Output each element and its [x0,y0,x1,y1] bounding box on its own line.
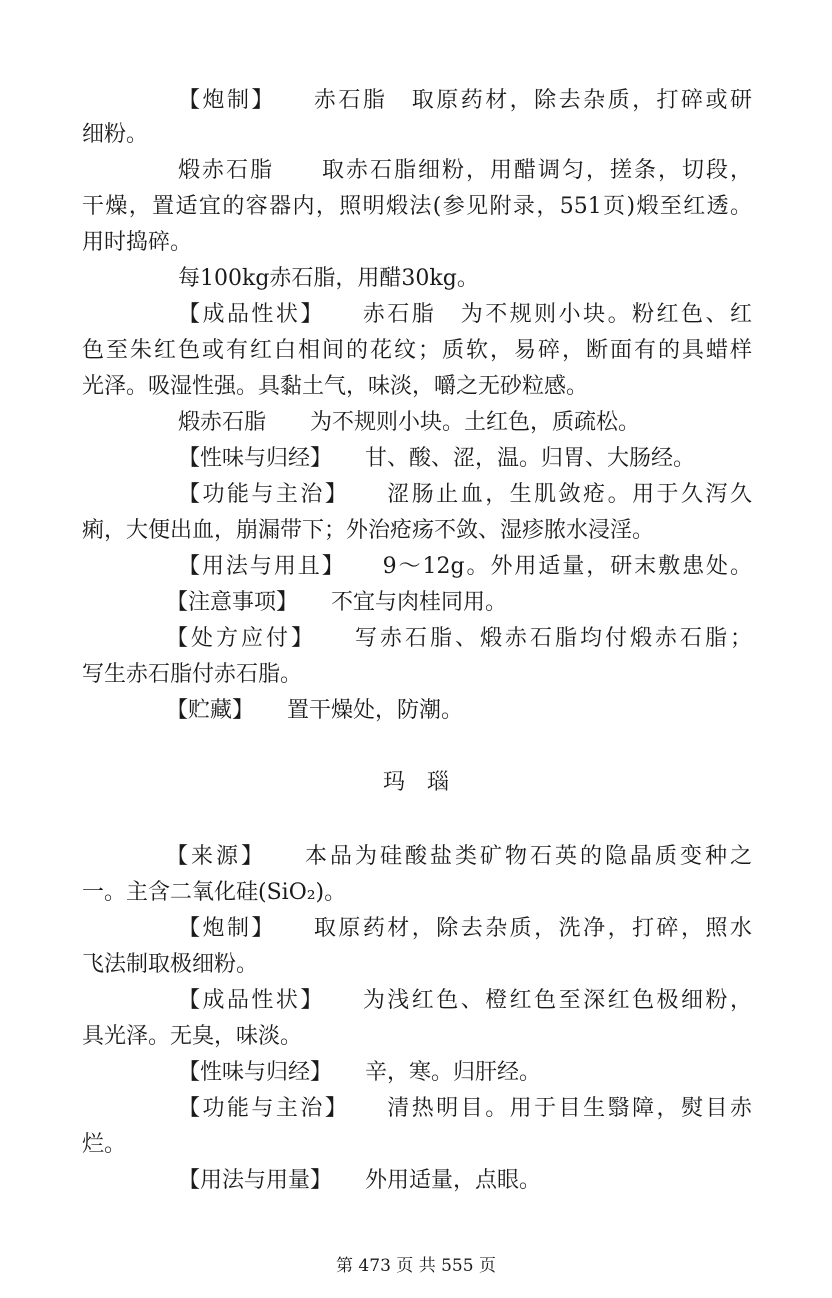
text-line: 具光泽。无臭，味淡。 [82,1024,303,1049]
text-line: 光泽。吸湿性强。具黏土气，味淡，嚼之无砂粒感。 [82,374,589,399]
text-line: 【成品性状】 赤石脂 为不规则小块。粉红色、红 [178,302,752,327]
text-line: 写生赤石脂付赤石脂。 [82,662,303,687]
text-line: 【用法与用且】 9～12g。外用适量，研末敷患处。 [178,554,752,579]
text-line: 干燥，置适宜的容器内，照明煅法(参见附录，551页)煅至红透。 [82,194,752,219]
text-line: 【成品性状】 为浅红色、橙红色至深红色极细粉， [178,988,752,1013]
text-line: 飞法制取极细粉。 [82,952,259,977]
text-line: 色至朱红色或有红白相间的花纹；质软，易碎，断面有的具蜡样 [82,338,752,363]
text-line: 痢，大便出血，崩漏带下；外治疮疡不敛、湿疹脓水浸淫。 [82,518,655,543]
text-line: 煅赤石脂 取赤石脂细粉，用醋调匀，搓条，切段， [178,158,752,183]
page-footer: 第 473 页 共 555 页 [336,1256,496,1276]
text-line: 煅赤石脂 为不规则小块。土红色，质疏松。 [178,410,641,435]
text-line: 用时捣碎。 [82,230,193,255]
text-line: 【炮制】 取原药材，除去杂质，洗净，打碎，照水 [178,916,752,941]
section-title: 玛 瑙 [382,770,449,795]
text-line: 【功能与主治】 涩肠止血，生肌敛疮。用于久泻久 [178,482,752,507]
text-line: 【用法与用量】 外用适量，点眼。 [178,1168,542,1193]
text-line: 烂。 [82,1132,127,1157]
text-line: 【性味与归经】 辛，寒。归肝经。 [178,1060,542,1085]
text-line: 【炮制】 赤石脂 取原药材，除去杂质，打碎或研 [178,88,752,113]
text-line: 一。主含二氧化硅(SiO₂)。 [82,880,347,905]
text-line: 【注意事项】 不宜与肉桂同用。 [166,590,508,615]
text-line: 【贮藏】 置干燥处，防潮。 [166,698,464,723]
text-line: 【来源】 本品为硅酸盐类矿物石英的隐晶质变种之 [166,844,752,869]
text-line: 【处方应付】 写赤石脂、煅赤石脂均付煅赤石脂； [166,626,752,651]
text-line: 每100kg赤石脂，用醋30kg。 [178,266,479,291]
text-line: 【性味与归经】 甘、酸、涩，温。归胃、大肠经。 [178,446,696,471]
text-line: 【功能与主治】 清热明目。用于目生翳障，熨目赤 [178,1096,752,1121]
text-line: 细粉。 [82,122,149,147]
